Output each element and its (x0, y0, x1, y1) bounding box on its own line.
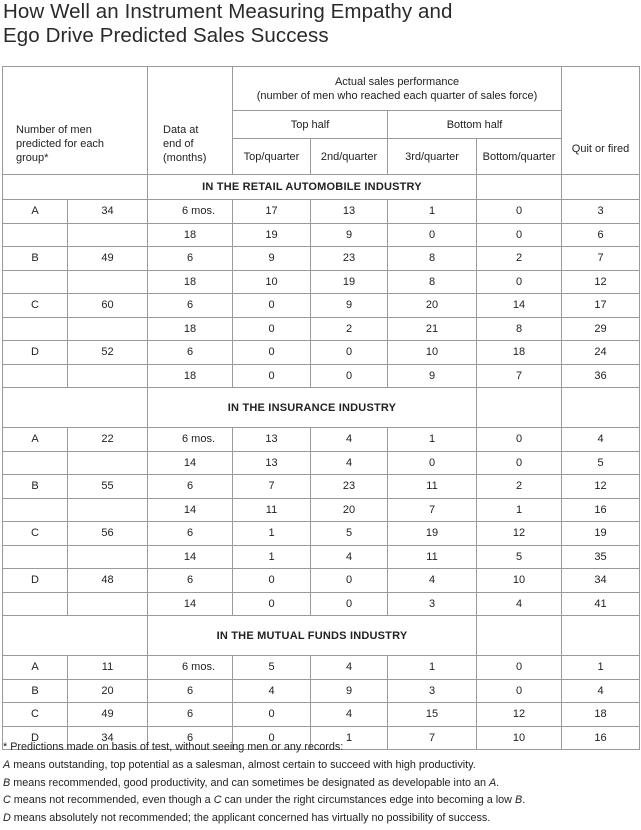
footnote-c-text: means not recommended, even though a (10, 794, 214, 807)
months-cell: 6 (148, 341, 233, 365)
months-cell: 6 (148, 679, 233, 703)
group-header-line-3: group* (16, 152, 49, 165)
table-row (3, 569, 640, 593)
third-quarter-cell: 1 (388, 428, 477, 452)
header-blank-cell (3, 67, 148, 111)
table-row (3, 270, 640, 294)
actual-performance-header (233, 67, 562, 111)
top-quarter-cell: 4 (233, 679, 311, 703)
bottom-quarter-cell: 14 (477, 294, 562, 318)
table-row (3, 247, 640, 271)
quit-cell: 16 (562, 498, 640, 522)
top-quarter-cell: 0 (233, 703, 311, 727)
table-row (3, 317, 640, 341)
count-cell: 34 (68, 200, 148, 224)
top-quarter-cell: 17 (233, 200, 311, 224)
months-cell: 18 (148, 223, 233, 247)
footnote-b-text: means recommended, good productivity, and can sometimes be designated as developable into an (10, 776, 489, 789)
quit-cell: 17 (562, 294, 640, 318)
count-cell (68, 498, 148, 522)
quit-cell: 7 (562, 247, 640, 271)
data-header-line-3: (months) (163, 152, 207, 165)
quit-cell: 3 (562, 200, 640, 224)
section-blank-cell (477, 388, 562, 428)
third-quarter-cell: 21 (388, 317, 477, 341)
table-row (3, 294, 640, 318)
table-row (3, 679, 640, 703)
second-quarter-cell: 4 (311, 656, 388, 680)
third-quarter-cell: 20 (388, 294, 477, 318)
second-quarter-cell: 0 (311, 569, 388, 593)
bottom-quarter-cell: 1 (477, 498, 562, 522)
section-blank-cell (562, 175, 640, 200)
section-title: IN THE RETAIL AUTOMOBILE INDUSTRY (148, 175, 477, 200)
second-quarter-cell: 19 (311, 270, 388, 294)
months-cell: 6 (148, 703, 233, 727)
section-blank-cell (68, 175, 148, 200)
quit-cell: 34 (562, 569, 640, 593)
third-quarter-cell: 4 (388, 569, 477, 593)
third-quarter-header: 3rd/quarter (388, 139, 477, 175)
section-blank-cell (477, 616, 562, 656)
top-quarter-cell: 0 (233, 592, 311, 616)
quit-cell: 41 (562, 592, 640, 616)
third-quarter-cell: 3 (388, 679, 477, 703)
second-quarter-cell: 23 (311, 247, 388, 271)
bottom-quarter-cell: 0 (477, 428, 562, 452)
count-cell (68, 451, 148, 475)
third-quarter-cell: 1 (388, 200, 477, 224)
table-row (3, 592, 640, 616)
second-quarter-cell: 9 (311, 223, 388, 247)
quit-cell: 1 (562, 656, 640, 680)
group-cell: B (3, 679, 68, 703)
third-quarter-cell: 7 (388, 726, 477, 750)
count-cell (68, 317, 148, 341)
months-cell: 18 (148, 270, 233, 294)
footnote-a (3, 757, 639, 775)
group-cell: C (3, 703, 68, 727)
footnote-a-text: means outstanding, top potential as a salesman, almost certain to succeed with high productivity. (10, 758, 476, 771)
top-quarter-cell: 5 (233, 656, 311, 680)
bottom-quarter-cell: 0 (477, 200, 562, 224)
third-quarter-cell: 7 (388, 498, 477, 522)
count-cell (68, 223, 148, 247)
header-blank-cell (562, 67, 640, 111)
second-quarter-cell: 5 (311, 522, 388, 546)
section-blank-cell (68, 616, 148, 656)
bottom-quarter-cell: 2 (477, 247, 562, 271)
group-cell: C (3, 522, 68, 546)
third-quarter-cell: 11 (388, 545, 477, 569)
third-quarter-cell: 10 (388, 341, 477, 365)
second-quarter-cell: 4 (311, 545, 388, 569)
section-header-row (3, 616, 640, 656)
quit-column-header: Quit or fired (562, 111, 640, 175)
second-quarter-cell: 9 (311, 679, 388, 703)
months-cell: 6 mos. (148, 428, 233, 452)
bottom-half-header: Bottom half (388, 111, 562, 139)
table-row (3, 223, 640, 247)
table-row (3, 545, 640, 569)
bottom-quarter-header: Bottom/quarter (477, 139, 562, 175)
months-cell: 6 (148, 726, 233, 750)
top-quarter-cell: 0 (233, 364, 311, 388)
group-cell: A (3, 428, 68, 452)
top-quarter-cell: 0 (233, 341, 311, 365)
group-cell (3, 270, 68, 294)
third-quarter-cell: 0 (388, 451, 477, 475)
quit-cell: 12 (562, 270, 640, 294)
table-row (3, 200, 640, 224)
actual-performance-line-2: (number of men who reached each quarter of sales force) (256, 89, 538, 102)
top-quarter-cell: 1 (233, 545, 311, 569)
section-title: IN THE MUTUAL FUNDS INDUSTRY (148, 616, 477, 656)
section-blank-cell (3, 175, 68, 200)
quit-cell: 4 (562, 679, 640, 703)
bottom-quarter-cell: 10 (477, 569, 562, 593)
bottom-quarter-cell: 5 (477, 545, 562, 569)
group-cell: C (3, 294, 68, 318)
count-cell: 52 (68, 341, 148, 365)
group-cell: A (3, 200, 68, 224)
footnote-a-letter: A (3, 758, 11, 771)
group-cell (3, 592, 68, 616)
top-quarter-cell: 0 (233, 569, 311, 593)
top-quarter-cell: 0 (233, 294, 311, 318)
months-cell: 6 (148, 247, 233, 271)
quit-cell: 5 (562, 451, 640, 475)
months-cell: 18 (148, 364, 233, 388)
top-quarter-header: Top/quarter (233, 139, 311, 175)
months-cell: 14 (148, 498, 233, 522)
months-cell: 6 (148, 475, 233, 499)
section-title: IN THE INSURANCE INDUSTRY (148, 388, 477, 428)
top-quarter-cell: 11 (233, 498, 311, 522)
section-header-row (3, 175, 640, 200)
group-cell (3, 223, 68, 247)
top-quarter-cell: 10 (233, 270, 311, 294)
third-quarter-cell: 8 (388, 247, 477, 271)
count-cell (68, 364, 148, 388)
page-title (3, 0, 453, 48)
third-quarter-cell: 8 (388, 270, 477, 294)
third-quarter-cell: 19 (388, 522, 477, 546)
table-row (3, 428, 640, 452)
quit-cell: 6 (562, 223, 640, 247)
months-cell: 6 (148, 569, 233, 593)
data-header-line-1: Data at (163, 124, 199, 137)
footnote-c-mid-letter: C (213, 794, 222, 807)
third-quarter-cell: 9 (388, 364, 477, 388)
count-cell (68, 545, 148, 569)
section-blank-cell (477, 175, 562, 200)
group-cell: D (3, 569, 68, 593)
group-cell (3, 451, 68, 475)
quit-cell: 24 (562, 341, 640, 365)
bottom-quarter-cell: 0 (477, 656, 562, 680)
section-header-row (3, 388, 640, 428)
third-quarter-cell: 0 (388, 223, 477, 247)
group-cell: D (3, 726, 68, 750)
header-blank-cell (148, 67, 233, 111)
bottom-quarter-cell: 4 (477, 592, 562, 616)
title-line-2: Ego Drive Predicted Sales Success (3, 24, 329, 47)
footnote-star: * Predictions made on basis of test, without seeing men or any records: (3, 741, 344, 753)
group-cell: D (3, 341, 68, 365)
bottom-quarter-cell: 10 (477, 726, 562, 750)
second-quarter-cell: 20 (311, 498, 388, 522)
footnote-b-letter: B (3, 776, 11, 789)
third-quarter-cell: 1 (388, 656, 477, 680)
table-row (3, 364, 640, 388)
top-quarter-cell: 19 (233, 223, 311, 247)
footnote-d (3, 810, 639, 828)
third-quarter-cell: 15 (388, 703, 477, 727)
section-blank-cell (68, 388, 148, 428)
bottom-quarter-cell: 2 (477, 475, 562, 499)
bottom-quarter-cell: 0 (477, 223, 562, 247)
count-cell: 60 (68, 294, 148, 318)
months-cell: 6 (148, 522, 233, 546)
quit-cell: 29 (562, 317, 640, 341)
second-quarter-cell: 4 (311, 703, 388, 727)
top-quarter-cell: 1 (233, 522, 311, 546)
quit-cell: 18 (562, 703, 640, 727)
title-line-1: How Well an Instrument Measuring Empathy and (3, 0, 453, 23)
section-blank-cell (3, 616, 68, 656)
bottom-quarter-cell: 18 (477, 341, 562, 365)
group-header-line-2: predicted for each (16, 138, 105, 151)
count-cell: 11 (68, 656, 148, 680)
group-cell (3, 364, 68, 388)
top-quarter-cell: 7 (233, 475, 311, 499)
second-quarter-cell: 4 (311, 428, 388, 452)
footnote-c-letter: C (3, 794, 11, 807)
months-cell: 14 (148, 451, 233, 475)
top-quarter-cell: 13 (233, 428, 311, 452)
quit-cell: 19 (562, 522, 640, 546)
top-quarter-cell: 13 (233, 451, 311, 475)
bottom-quarter-cell: 0 (477, 451, 562, 475)
count-cell (68, 270, 148, 294)
footnote-b-end-letter: A (488, 776, 497, 789)
months-cell: 18 (148, 317, 233, 341)
table-row (3, 498, 640, 522)
data-header-line-2: end of (163, 138, 194, 151)
bottom-quarter-cell: 7 (477, 364, 562, 388)
group-cell: A (3, 656, 68, 680)
top-quarter-cell: 0 (233, 317, 311, 341)
quit-cell: 16 (562, 726, 640, 750)
section-blank-cell (562, 388, 640, 428)
footnotes (3, 739, 639, 828)
group-cell (3, 498, 68, 522)
table-row (3, 656, 640, 680)
quit-cell: 36 (562, 364, 640, 388)
table-row (3, 522, 640, 546)
months-cell: 6 mos. (148, 200, 233, 224)
footnote-b (3, 775, 639, 793)
second-quarter-cell: 1 (311, 726, 388, 750)
group-column-header (3, 111, 148, 175)
bottom-quarter-cell: 8 (477, 317, 562, 341)
second-quarter-cell: 2 (311, 317, 388, 341)
second-quarter-cell: 0 (311, 364, 388, 388)
count-cell: 34 (68, 726, 148, 750)
table-row (3, 475, 640, 499)
second-quarter-cell: 9 (311, 294, 388, 318)
table-row (3, 703, 640, 727)
group-cell: B (3, 475, 68, 499)
actual-performance-line-1: Actual sales performance (334, 75, 460, 88)
months-cell: 14 (148, 545, 233, 569)
table-row (3, 341, 640, 365)
sales-prediction-table (2, 66, 640, 750)
footnote-d-letter: D (3, 812, 11, 825)
second-quarter-cell: 13 (311, 200, 388, 224)
footnote-d-text: means absolutely not recommended; the applicant concerned has virtually no possibility of success. (10, 812, 491, 825)
data-end-column-header (148, 111, 233, 175)
count-cell: 56 (68, 522, 148, 546)
section-blank-cell (3, 388, 68, 428)
section-blank-cell (562, 616, 640, 656)
group-cell (3, 317, 68, 341)
second-quarter-cell: 0 (311, 592, 388, 616)
count-cell: 55 (68, 475, 148, 499)
second-quarter-cell: 4 (311, 451, 388, 475)
count-cell: 20 (68, 679, 148, 703)
group-cell: B (3, 247, 68, 271)
months-cell: 6 (148, 294, 233, 318)
count-cell: 22 (68, 428, 148, 452)
top-half-header: Top half (233, 111, 388, 139)
count-cell (68, 592, 148, 616)
footnote-c-end-letter: B (514, 794, 523, 807)
footnote-c-end: . (522, 794, 526, 807)
second-quarter-cell: 23 (311, 475, 388, 499)
table-row (3, 451, 640, 475)
quit-cell: 35 (562, 545, 640, 569)
second-quarter-cell: 0 (311, 341, 388, 365)
top-quarter-cell: 0 (233, 726, 311, 750)
second-quarter-header: 2nd/quarter (311, 139, 388, 175)
count-cell: 49 (68, 247, 148, 271)
bottom-quarter-cell: 0 (477, 679, 562, 703)
count-cell: 48 (68, 569, 148, 593)
bottom-quarter-cell: 12 (477, 703, 562, 727)
footnote-c-text-2: can under the right circumstances edge into becoming a low (221, 794, 515, 807)
group-cell (3, 545, 68, 569)
months-cell: 6 mos. (148, 656, 233, 680)
bottom-quarter-cell: 12 (477, 522, 562, 546)
footnote-b-end: . (496, 776, 500, 789)
third-quarter-cell: 11 (388, 475, 477, 499)
footnote-c (3, 792, 639, 810)
group-header-line-1: Number of men (16, 124, 92, 137)
quit-cell: 4 (562, 428, 640, 452)
months-cell: 14 (148, 592, 233, 616)
third-quarter-cell: 3 (388, 592, 477, 616)
quit-cell: 12 (562, 475, 640, 499)
top-quarter-cell: 9 (233, 247, 311, 271)
count-cell: 49 (68, 703, 148, 727)
bottom-quarter-cell: 0 (477, 270, 562, 294)
